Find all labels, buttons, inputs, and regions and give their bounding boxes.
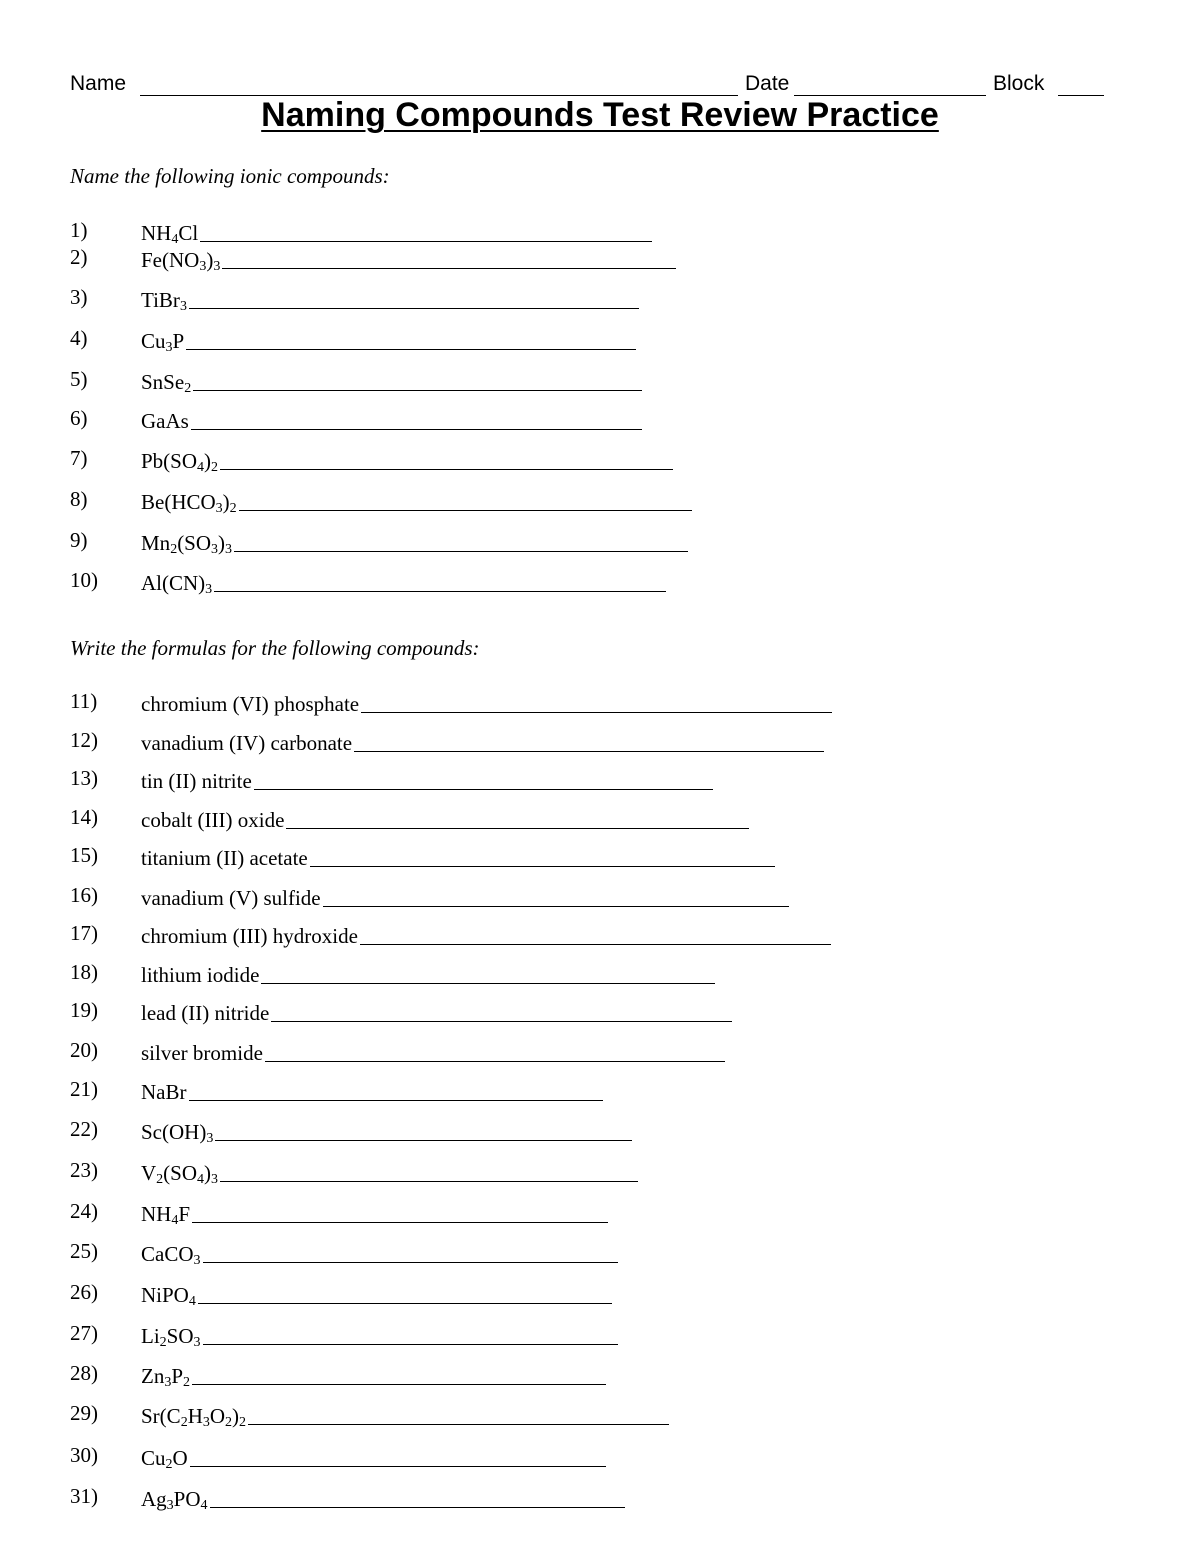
question-number: 22) <box>70 1117 98 1141</box>
question-number: 8) <box>70 487 88 511</box>
question-number: 13) <box>70 766 98 790</box>
answer-blank[interactable] <box>191 429 642 430</box>
question-number: 6) <box>70 406 88 430</box>
question-row <box>70 728 824 756</box>
question-number: 1) <box>70 218 88 242</box>
question-row <box>70 689 832 717</box>
question-number: 26) <box>70 1280 98 1304</box>
question-text: $Zn_3P_2$ <box>141 1364 191 1390</box>
block-label: Block <box>993 72 1045 95</box>
question-text: chromium (VI) phosphate <box>141 692 360 716</box>
question-row <box>70 528 688 556</box>
answer-blank[interactable] <box>214 591 666 592</box>
answer-blank[interactable] <box>193 390 642 391</box>
answer-blank[interactable] <box>203 1262 619 1263</box>
question-row <box>70 446 673 474</box>
question-text: $Li_2SO_3$ <box>141 1324 201 1350</box>
question-row <box>70 1280 612 1308</box>
answer-blank[interactable] <box>192 1222 608 1223</box>
answer-blank[interactable] <box>210 1507 625 1508</box>
question-number: 2) <box>70 245 88 269</box>
answer-blank[interactable] <box>198 1303 612 1304</box>
question-row <box>70 1443 606 1471</box>
question-row <box>70 1401 669 1429</box>
question-number: 20) <box>70 1038 98 1062</box>
question-number: 16) <box>70 883 98 907</box>
question-text: silver bromide <box>141 1041 263 1065</box>
question-text: chromium (III) hydroxide <box>141 924 358 948</box>
question-row <box>70 1484 625 1512</box>
answer-blank[interactable] <box>220 1181 638 1182</box>
answer-blank[interactable] <box>220 469 673 470</box>
question-row <box>70 367 642 395</box>
question-row <box>70 1321 618 1349</box>
question-text: $Cu_3P$ <box>141 329 185 355</box>
question-text: $Al(CN)_3$ <box>141 571 213 597</box>
question-text: $NH_4Cl$ <box>141 221 199 247</box>
question-row <box>70 406 642 434</box>
question-number: 10) <box>70 568 98 592</box>
answer-blank[interactable] <box>261 983 715 984</box>
question-number: 27) <box>70 1321 98 1345</box>
answer-blank[interactable] <box>239 510 692 511</box>
question-text: $NH_4F$ <box>141 1202 191 1228</box>
question-row <box>70 1361 606 1389</box>
answer-blank[interactable] <box>286 828 749 829</box>
question-row <box>70 285 639 313</box>
question-number: 30) <box>70 1443 98 1467</box>
answer-blank[interactable] <box>271 1021 732 1022</box>
answer-blank[interactable] <box>190 1466 606 1467</box>
question-number: 3) <box>70 285 88 309</box>
answer-blank[interactable] <box>310 866 775 867</box>
answer-blank[interactable] <box>248 1424 669 1425</box>
answer-blank[interactable] <box>234 551 688 552</box>
question-number: 18) <box>70 960 98 984</box>
question-text: TiBr$_3$ <box>141 288 187 314</box>
answer-blank[interactable] <box>254 789 713 790</box>
date-label: Date <box>745 72 790 95</box>
question-text: cobalt (III) oxide <box>141 808 285 832</box>
question-row <box>70 245 676 273</box>
question-row <box>70 1239 618 1267</box>
question-row <box>70 487 692 515</box>
question-text: $Fe(NO_3)_3$ <box>141 248 221 274</box>
question-row <box>70 1077 603 1105</box>
answer-blank[interactable] <box>186 349 636 350</box>
question-number: 31) <box>70 1484 98 1508</box>
question-row <box>70 1117 632 1145</box>
page-title: Naming Compounds Test Review Practice <box>261 96 939 134</box>
question-number: 21) <box>70 1077 98 1101</box>
question-row <box>70 1038 725 1066</box>
section2-instruction: Write the formulas for the following compounds: <box>70 636 480 660</box>
question-text: $Sc(OH)_3$ <box>141 1120 214 1146</box>
question-row <box>70 998 732 1026</box>
question-text: GaAs <box>141 409 189 433</box>
question-number: 7) <box>70 446 88 470</box>
question-number: 23) <box>70 1158 98 1182</box>
question-number: 11) <box>70 689 98 713</box>
answer-blank[interactable] <box>361 712 832 713</box>
question-text: titanium (II) acetate <box>141 846 308 870</box>
question-text: $Mn_2(SO_3)_3$ <box>141 531 233 557</box>
question-text: lead (II) nitride <box>141 1001 270 1025</box>
question-text: NaBr <box>141 1080 187 1104</box>
answer-blank[interactable] <box>203 1344 618 1345</box>
question-text: $Be(HCO_3)_2$ <box>141 490 237 516</box>
answer-blank[interactable] <box>189 1100 604 1101</box>
answer-blank[interactable] <box>222 268 676 269</box>
question-number: 12) <box>70 728 98 752</box>
question-text: SnSe$_2$ <box>141 370 192 396</box>
question-text: CaCO$_3$ <box>141 1242 201 1268</box>
answer-blank[interactable] <box>323 906 789 907</box>
question-row <box>70 1158 638 1186</box>
question-number: 5) <box>70 367 88 391</box>
question-number: 28) <box>70 1361 98 1385</box>
question-text: $Pb(SO_4)_2$ <box>141 449 219 475</box>
question-row <box>70 568 666 596</box>
question-text: $Sr(C_2H_3O_2)_2$ <box>141 1404 247 1430</box>
question-number: 19) <box>70 998 98 1022</box>
question-text: $Cu_2O$ <box>141 1446 188 1472</box>
name-label: Name <box>70 72 127 95</box>
question-text: vanadium (IV) carbonate <box>141 731 353 755</box>
question-number: 24) <box>70 1199 98 1223</box>
answer-blank[interactable] <box>354 751 824 752</box>
question-number: 29) <box>70 1401 98 1425</box>
answer-blank[interactable] <box>215 1140 632 1141</box>
answer-blank[interactable] <box>192 1384 606 1385</box>
question-row <box>70 843 775 871</box>
question-row <box>70 921 831 949</box>
question-text: tin (II) nitrite <box>141 769 252 793</box>
question-number: 25) <box>70 1239 98 1263</box>
answer-blank[interactable] <box>360 944 831 945</box>
question-text: NiPO$_4$ <box>141 1283 196 1309</box>
answer-blank[interactable] <box>265 1061 725 1062</box>
question-row <box>70 326 636 354</box>
question-text: $Ag_3PO_4$ <box>141 1487 208 1513</box>
question-number: 4) <box>70 326 88 350</box>
answer-blank[interactable] <box>189 308 639 309</box>
question-row <box>70 960 715 988</box>
question-row <box>70 766 713 794</box>
question-row <box>70 883 789 911</box>
question-text: $V_2(SO_4)_3$ <box>141 1161 219 1187</box>
question-number: 14) <box>70 805 98 829</box>
question-row <box>70 805 749 833</box>
section1-instruction: Name the following ionic compounds: <box>70 164 390 188</box>
question-text: lithium iodide <box>141 963 260 987</box>
question-number: 17) <box>70 921 98 945</box>
question-text: vanadium (V) sulfide <box>141 886 321 910</box>
question-number: 9) <box>70 528 88 552</box>
question-number: 15) <box>70 843 98 867</box>
answer-blank[interactable] <box>200 241 652 242</box>
question-row <box>70 1199 608 1227</box>
question-row <box>70 218 652 246</box>
